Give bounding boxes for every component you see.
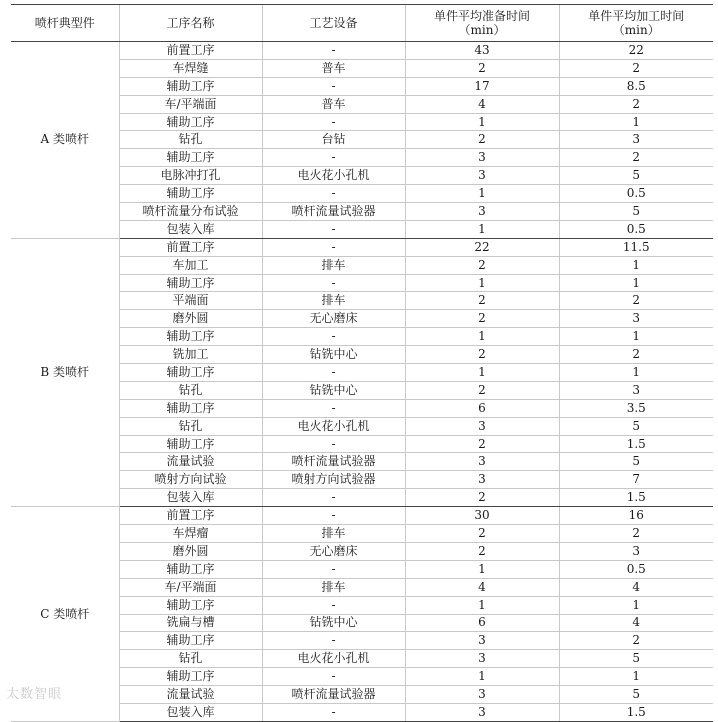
proc-time-cell: 5 [559, 650, 713, 668]
proc-time-cell: 2 [559, 525, 713, 543]
equipment-cell: 普车 [262, 59, 405, 77]
prep-time-cell: 2 [405, 346, 559, 364]
prep-time-cell: 2 [405, 525, 559, 543]
header-prep-time [405, 5, 559, 42]
process-cell: 辅助工序 [119, 596, 262, 614]
process-time-table [11, 4, 713, 722]
proc-time-cell: 1 [559, 256, 713, 274]
equipment-cell: - [262, 489, 405, 507]
prep-time-cell: 1 [405, 364, 559, 382]
prep-time-cell: 1 [405, 596, 559, 614]
table-body [11, 42, 713, 722]
equipment-cell: 排车 [262, 292, 405, 310]
process-cell: 钻孔 [119, 417, 262, 435]
equipment-cell: 无心磨床 [262, 310, 405, 328]
equipment-cell: 喷杆流量试验器 [262, 453, 405, 471]
prep-time-cell: 6 [405, 399, 559, 417]
equipment-cell: - [262, 596, 405, 614]
prep-time-cell: 3 [405, 203, 559, 221]
header-prep-time-label: 单件平均准备时间 [433, 9, 530, 23]
prep-time-cell: 1 [405, 220, 559, 238]
proc-time-cell: 5 [559, 203, 713, 221]
equipment-cell: 排车 [262, 256, 405, 274]
prep-time-cell: 3 [405, 471, 559, 489]
process-cell: 车焊缝 [119, 59, 262, 77]
equipment-cell: 钻铣中心 [262, 614, 405, 632]
prep-time-cell: 17 [405, 77, 559, 95]
prep-time-cell: 1 [405, 113, 559, 131]
proc-time-cell: 1.5 [559, 489, 713, 507]
equipment-cell: 普车 [262, 95, 405, 113]
equipment-cell: - [262, 238, 405, 256]
proc-time-cell: 2 [559, 95, 713, 113]
process-cell: 辅助工序 [119, 435, 262, 453]
prep-time-cell: 1 [405, 274, 559, 292]
process-cell: 磨外圆 [119, 542, 262, 560]
proc-time-cell: 5 [559, 167, 713, 185]
proc-time-cell: 2 [559, 292, 713, 310]
group-label: C 类喷杆 [11, 507, 119, 722]
header-prep-time-unit: （min） [458, 23, 506, 37]
process-cell: 喷射方向试验 [119, 471, 262, 489]
process-cell: 辅助工序 [119, 328, 262, 346]
process-cell: 前置工序 [119, 507, 262, 525]
header-proc-time-unit: （min） [612, 23, 660, 37]
process-cell: 铣扁与槽 [119, 614, 262, 632]
group-label: A 类喷杆 [11, 42, 119, 239]
process-cell: 辅助工序 [119, 668, 262, 686]
prep-time-cell: 2 [405, 489, 559, 507]
proc-time-cell: 1 [559, 668, 713, 686]
prep-time-cell: 22 [405, 238, 559, 256]
equipment-cell: - [262, 364, 405, 382]
proc-time-cell: 5 [559, 453, 713, 471]
equipment-cell: 喷射方向试验器 [262, 471, 405, 489]
prep-time-cell: 2 [405, 131, 559, 149]
process-cell: 流量试验 [119, 453, 262, 471]
process-cell: 钻孔 [119, 131, 262, 149]
proc-time-cell: 1 [559, 596, 713, 614]
prep-time-cell: 1 [405, 328, 559, 346]
equipment-cell: - [262, 328, 405, 346]
equipment-cell: 台钻 [262, 131, 405, 149]
process-cell: 平端面 [119, 292, 262, 310]
proc-time-cell: 5 [559, 417, 713, 435]
equipment-cell: - [262, 632, 405, 650]
equipment-cell: 电火花小孔机 [262, 417, 405, 435]
equipment-cell: 喷杆流量试验器 [262, 686, 405, 704]
proc-time-cell: 3 [559, 131, 713, 149]
process-cell: 辅助工序 [119, 364, 262, 382]
proc-time-cell: 8.5 [559, 77, 713, 95]
prep-time-cell: 2 [405, 381, 559, 399]
proc-time-cell: 2 [559, 346, 713, 364]
equipment-cell: - [262, 703, 405, 721]
header-row [11, 5, 713, 42]
proc-time-cell: 0.5 [559, 185, 713, 203]
equipment-cell: - [262, 435, 405, 453]
process-cell: 磨外圆 [119, 310, 262, 328]
prep-time-cell: 2 [405, 435, 559, 453]
proc-time-cell: 7 [559, 471, 713, 489]
process-cell: 铣加工 [119, 346, 262, 364]
equipment-cell: 电火花小孔机 [262, 650, 405, 668]
proc-time-cell: 5 [559, 686, 713, 704]
equipment-cell: 电火花小孔机 [262, 167, 405, 185]
equipment-cell: 喷杆流量试验器 [262, 203, 405, 221]
prep-time-cell: 3 [405, 686, 559, 704]
proc-time-cell: 2 [559, 632, 713, 650]
process-cell: 辅助工序 [119, 113, 262, 131]
process-cell: 包装入库 [119, 703, 262, 721]
process-cell: 流量试验 [119, 686, 262, 704]
header-type: 喷杆典型件 [11, 5, 119, 42]
proc-time-cell: 2 [559, 59, 713, 77]
process-cell: 辅助工序 [119, 149, 262, 167]
prep-time-cell: 3 [405, 167, 559, 185]
prep-time-cell: 2 [405, 310, 559, 328]
process-cell: 前置工序 [119, 238, 262, 256]
prep-time-cell: 30 [405, 507, 559, 525]
proc-time-cell: 16 [559, 507, 713, 525]
proc-time-cell: 3 [559, 310, 713, 328]
equipment-cell: - [262, 399, 405, 417]
process-cell: 辅助工序 [119, 632, 262, 650]
proc-time-cell: 1 [559, 364, 713, 382]
proc-time-cell: 3 [559, 542, 713, 560]
prep-time-cell: 2 [405, 292, 559, 310]
equipment-cell: - [262, 507, 405, 525]
watermark: 太数智眼 [6, 687, 63, 702]
proc-time-cell: 0.5 [559, 560, 713, 578]
process-cell: 车/平端面 [119, 578, 262, 596]
equipment-cell: - [262, 668, 405, 686]
process-cell: 前置工序 [119, 42, 262, 60]
proc-time-cell: 22 [559, 42, 713, 60]
equipment-cell: - [262, 42, 405, 60]
process-cell: 包装入库 [119, 489, 262, 507]
process-cell: 辅助工序 [119, 77, 262, 95]
header-equipment: 工艺设备 [262, 5, 405, 42]
process-cell: 辅助工序 [119, 560, 262, 578]
prep-time-cell: 4 [405, 578, 559, 596]
header-process: 工序名称 [119, 5, 262, 42]
proc-time-cell: 1 [559, 113, 713, 131]
equipment-cell: - [262, 560, 405, 578]
proc-time-cell: 4 [559, 578, 713, 596]
proc-time-cell: 1 [559, 328, 713, 346]
prep-time-cell: 3 [405, 149, 559, 167]
equipment-cell: 钻铣中心 [262, 381, 405, 399]
proc-time-cell: 2 [559, 149, 713, 167]
proc-time-cell: 1.5 [559, 435, 713, 453]
proc-time-cell: 4 [559, 614, 713, 632]
process-cell: 车焊瘤 [119, 525, 262, 543]
process-cell: 喷杆流量分布试验 [119, 203, 262, 221]
equipment-cell: 排车 [262, 525, 405, 543]
equipment-cell: - [262, 77, 405, 95]
prep-time-cell: 6 [405, 614, 559, 632]
proc-time-cell: 0.5 [559, 220, 713, 238]
prep-time-cell: 3 [405, 417, 559, 435]
process-cell: 包装入库 [119, 220, 262, 238]
equipment-cell: 无心磨床 [262, 542, 405, 560]
table-row [11, 507, 713, 525]
equipment-cell: - [262, 274, 405, 292]
proc-time-cell: 1 [559, 274, 713, 292]
equipment-cell: - [262, 113, 405, 131]
equipment-cell: - [262, 220, 405, 238]
prep-time-cell: 3 [405, 453, 559, 471]
prep-time-cell: 2 [405, 542, 559, 560]
equipment-cell: 排车 [262, 578, 405, 596]
prep-time-cell: 1 [405, 668, 559, 686]
prep-time-cell: 1 [405, 185, 559, 203]
group-label: B 类喷杆 [11, 238, 119, 506]
proc-time-cell: 3 [559, 381, 713, 399]
prep-time-cell: 43 [405, 42, 559, 60]
prep-time-cell: 3 [405, 703, 559, 721]
process-cell: 钻孔 [119, 650, 262, 668]
process-cell: 电脉冲打孔 [119, 167, 262, 185]
prep-time-cell: 2 [405, 256, 559, 274]
table-row [11, 42, 713, 60]
process-cell: 辅助工序 [119, 399, 262, 417]
proc-time-cell: 11.5 [559, 238, 713, 256]
equipment-cell: - [262, 149, 405, 167]
prep-time-cell: 3 [405, 632, 559, 650]
prep-time-cell: 3 [405, 650, 559, 668]
prep-time-cell: 1 [405, 560, 559, 578]
header-proc-time-label: 单件平均加工时间 [588, 9, 685, 23]
process-cell: 辅助工序 [119, 274, 262, 292]
prep-time-cell: 2 [405, 59, 559, 77]
prep-time-cell: 4 [405, 95, 559, 113]
process-cell: 钻孔 [119, 381, 262, 399]
proc-time-cell: 3.5 [559, 399, 713, 417]
process-cell: 辅助工序 [119, 185, 262, 203]
process-cell: 车/平端面 [119, 95, 262, 113]
table-row [11, 238, 713, 256]
equipment-cell: - [262, 185, 405, 203]
equipment-cell: 钻铣中心 [262, 346, 405, 364]
header-proc-time [559, 5, 713, 42]
proc-time-cell: 1.5 [559, 703, 713, 721]
process-cell: 车加工 [119, 256, 262, 274]
